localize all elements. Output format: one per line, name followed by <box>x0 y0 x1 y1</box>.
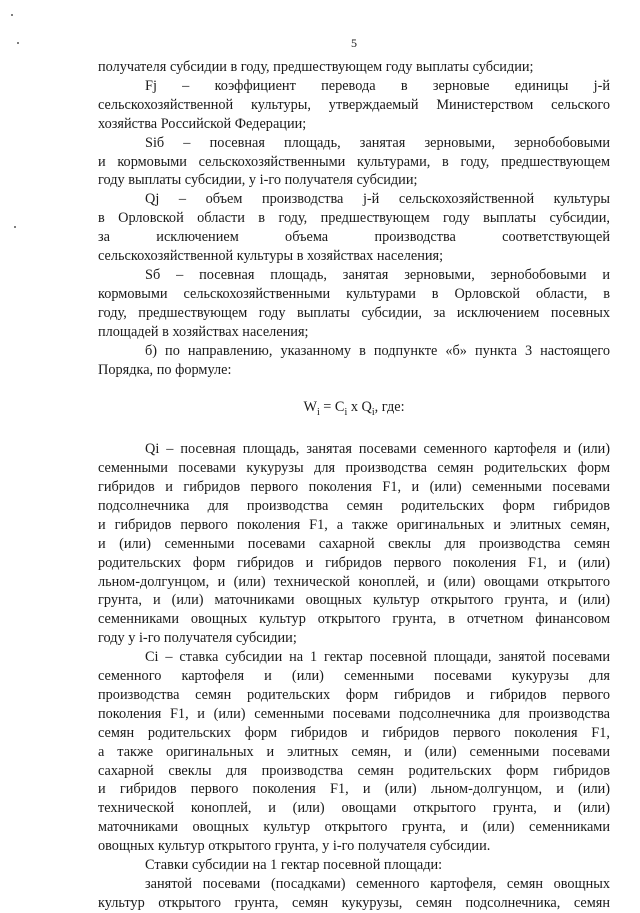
text-line: овощных культур открытого грунта, у i-го получателя субсидии. <box>98 838 491 855</box>
text-line: грунта, и (или) маточниками овощных культур открытого грунта, и (или) <box>98 592 610 609</box>
text-line: Qj – объем производства j-й сельскохозяйственной культуры <box>145 191 610 208</box>
text-line: году, предшествующем году выплаты субсидии, за исключением посевных <box>98 304 610 321</box>
text-line: культур открытого грунта, семян кукурузы, семян подсолнечника, семян <box>98 894 610 911</box>
text-line: сахарной свеклы для производства семян родительских форм гибридов <box>98 762 610 779</box>
text-line: маточниками овощных культур открытого грунта, и (или) семенниками <box>98 819 610 836</box>
text-line: году выплаты субсидии, у i-го получателя субсидии; <box>98 172 418 189</box>
text-line: родительских форм гибридов и гибридов первого поколения F1, и (или) <box>98 554 610 571</box>
text-line: и гибридов первого поколения F1, и (или) льном-долгунцом, и (или) <box>98 781 610 798</box>
text-line: Fj – коэффициент перевода в зерновые единицы j-й <box>145 77 610 94</box>
text-line: и кормовыми сельскохозяйственными культурами, в году, предшествующем <box>98 153 610 170</box>
text-line: хозяйства Российской Федерации; <box>98 115 307 132</box>
text-line: технической коноплей, и (или) овощами открытого грунта, и (или) <box>98 800 610 817</box>
text-line: семенного картофеля и (или) семенными посевами кукурузы для <box>98 668 610 685</box>
scan-speck <box>14 226 16 228</box>
text-line: Ставки субсидии на 1 гектар посевной площади: <box>145 857 443 874</box>
text-line: сельскохозяйственной культуры, утверждаемый Министерством сельского <box>98 96 610 113</box>
text-line: подсолнечника для производства семян родительских форм гибридов <box>98 497 610 514</box>
text-line: кормовыми сельскохозяйственными культурами в Орловской области, в <box>98 285 610 302</box>
text-line: семян родительских форм гибридов и гибридов первого поколения F1, <box>98 724 610 741</box>
scan-speck <box>17 42 19 44</box>
text-line: семенными посевами кукурузы для производства семян родительских форм <box>98 460 610 477</box>
paragraph-group-definitions <box>98 58 610 379</box>
paragraph-group-formula-terms <box>98 440 610 913</box>
text-line: за исключением объема производства соответствующей <box>98 229 610 246</box>
text-line: льном-долгунцом, и (или) технической коноплей, и (или) овощами открытого <box>98 573 610 590</box>
formula: $W_i = C_i$ x $Q_i$, где: <box>303 399 405 419</box>
text-line: площадей в хозяйствах населения; <box>98 323 309 340</box>
page-number: 5 <box>351 36 357 50</box>
text-line: и (или) семенными посевами сахарной свеклы для производства семян <box>98 535 610 552</box>
text-line: Sб – посевная площадь, занятая зерновыми, зернобобовыми и <box>145 266 610 283</box>
text-line: и гибридов первого поколения F1, а также оригинальных и элитных семян, <box>98 516 610 533</box>
text-line: сельскохозяйственной культуры в хозяйствах населения; <box>98 248 444 265</box>
text-line: занятой посевами (посадками) семенного картофеля, семян овощных <box>145 876 610 893</box>
document-body <box>98 58 610 913</box>
text-line: году у i-го получателя субсидии; <box>98 630 297 647</box>
text-line: гибридов и гибридов первого поколения F1, и (или) семенными посевами <box>98 478 610 495</box>
text-line: семенниками овощных культур открытого грунта, в отчетном финансовом <box>98 611 610 628</box>
text-line: Sіб – посевная площадь, занятая зерновыми, зернобобовыми <box>145 134 610 151</box>
text-line: поколения F1, и (или) семенными посевами подсолнечника для производства <box>98 705 610 722</box>
text-line: Порядка, по формуле: <box>98 361 232 378</box>
text-line: а также оригинальных и элитных семян, и (или) семенными посевами <box>98 743 610 760</box>
scan-speck <box>11 14 13 16</box>
text-line: Qi – посевная площадь, занятая посевами семенного картофеля и (или) <box>145 441 610 458</box>
text-line: получателя субсидии в году, предшествующем году выплаты субсидии; <box>98 59 534 75</box>
text-line: в Орловской области в году, предшествующем году выплаты субсидии, <box>98 210 610 227</box>
text-line: б) по направлению, указанному в подпункте «б» пункта 3 настоящего <box>145 342 610 359</box>
text-line: производства семян родительских форм гибридов и гибридов первого <box>98 686 610 703</box>
text-line: Ci – ставка субсидии на 1 гектар посевной площади, занятой посевами <box>145 649 610 666</box>
